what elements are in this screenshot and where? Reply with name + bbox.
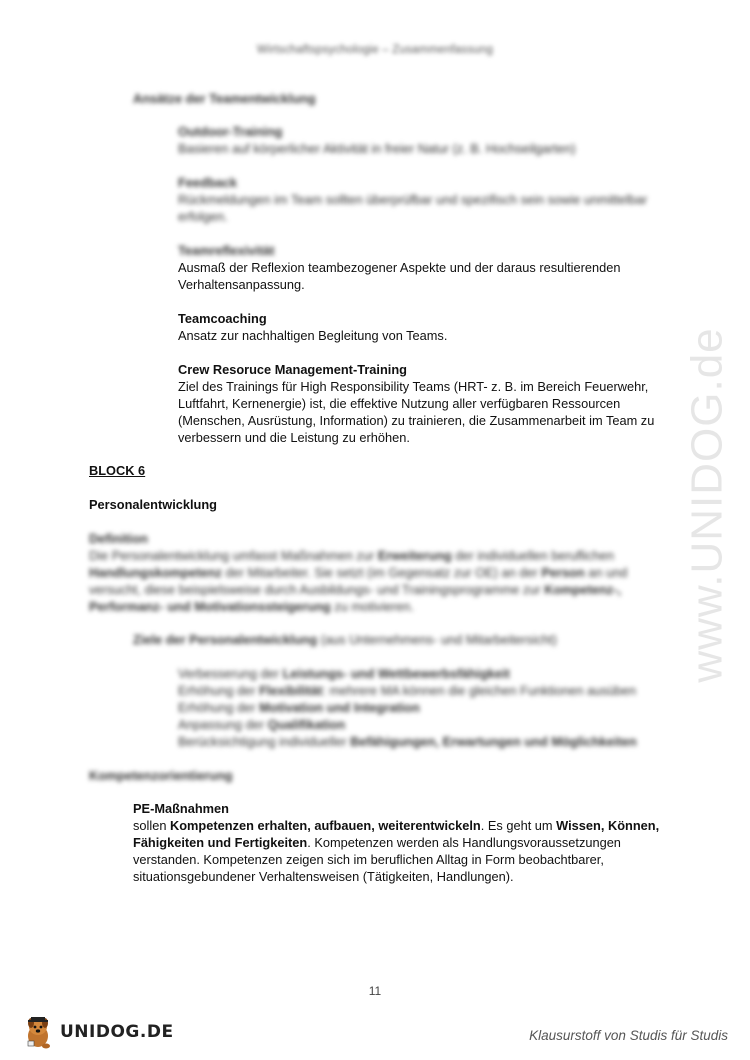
- footer-logo: [22, 1014, 174, 1050]
- footer-tagline: Klausurstoff von Studis für Studis: [529, 1028, 728, 1043]
- item-body-reflexivitaet-line1: Ausmaß der Reflexion teambezogener Aspekte und der daraus resultierenden: [178, 260, 621, 275]
- ziele-list-item: Berücksichtigung individueller Befähigungen, Erwartungen und Möglichkeiten: [178, 734, 637, 749]
- block-title: Personalentwicklung: [89, 497, 218, 512]
- logo-text: UNIDOG.DE: [60, 1022, 174, 1042]
- item-title-crew: Crew Resoruce Management-Training: [178, 362, 407, 377]
- ziele-heading: Ziele der Personalentwicklung (aus Unternehmens- und Mitarbeitersicht): [133, 632, 557, 647]
- item-body-feedback-line1: Rückmeldungen im Team sollten überprüfbar und spezifisch sein sowie unmittelbar: [178, 192, 648, 207]
- item-body-outdoor: Basieren auf körperlicher Aktivität in freier Natur (z. B. Hochseilgarten): [178, 141, 576, 156]
- item-body-crew-line1: Ziel des Trainings für High Responsibility Teams (HRT- z. B. im Bereich Feuerwehr,: [178, 379, 649, 394]
- item-title-outdoor: Outdoor-Training: [178, 124, 283, 139]
- ziele-list-item: Erhöhung der Flexibilität: mehrere MA können die gleichen Funktionen ausüben: [178, 683, 637, 698]
- page-header: Wirtschaftspsychologie – Zusammenfassung: [256, 44, 494, 56]
- pe-title: PE-Maßnahmen: [133, 801, 229, 816]
- pe-line3: verstanden. Kompetenzen zeigen sich im beruflichen Alltag in Form beobachtbarer,: [133, 852, 604, 867]
- page-number: 11: [368, 984, 382, 998]
- definition-heading: Definition: [89, 531, 148, 546]
- item-body-feedback-line2: erfolgen.: [178, 209, 228, 224]
- ziele-list-item: Erhöhung der Motivation und Integration: [178, 700, 420, 715]
- pe-line1: sollen Kompetenzen erhalten, aufbauen, weiterentwickeln. Es geht um Wissen, Können,: [133, 818, 660, 833]
- definition-line4: Performanz- und Motivationssteigerung zu motivieren.: [89, 599, 414, 614]
- item-body-coaching: Ansatz zur nachhaltigen Begleitung von Teams.: [178, 328, 448, 343]
- watermark: [682, 280, 732, 730]
- item-body-crew-line4: verbessern und die Leistung zu erhöhen.: [178, 430, 410, 445]
- dog-mascot-icon: [22, 1014, 56, 1050]
- definition-line2: Handlungskompetenz der Mitarbeiter. Sie setzt (im Gegensatz zur OE) an der Person an und: [89, 565, 628, 580]
- section-heading-teamentwicklung: Ansätze der Teamentwicklung: [133, 91, 316, 106]
- block-label: BLOCK 6: [89, 463, 146, 478]
- watermark-text: www.UNIDOG.de: [682, 327, 732, 683]
- ziele-list-item: Verbesserung der Leistungs- und Wettbewerbsfähigkeit: [178, 666, 510, 681]
- pe-line4: situationsgebundener Verhaltensweisen (Tätigkeiten, Handlungen).: [133, 869, 514, 884]
- item-body-crew-line2: Luftfahrt, Kernenergie) ist, die effektive Nutzung aller verfügbaren Ressourcen: [178, 396, 621, 411]
- pe-line2: Fähigkeiten und Fertigkeiten. Kompetenzen werden als Handlungsvoraussetzungen: [133, 835, 621, 850]
- kompetenz-heading: Kompetenzorientierung: [89, 768, 233, 783]
- item-title-reflexivitaet: Teamreflexivität: [178, 243, 275, 258]
- watermark-svg: [682, 280, 732, 730]
- item-body-reflexivitaet-line2: Verhaltensanpassung.: [178, 277, 305, 292]
- item-title-feedback: Feedback: [178, 175, 238, 190]
- definition-line3: versucht, diese beispielsweise durch Ausbildungs- und Trainingsprogramme zur Kompetenz-,: [89, 582, 622, 597]
- ziele-list-item: Anpassung der Qualifikation: [178, 717, 346, 732]
- item-title-coaching: Teamcoaching: [178, 311, 267, 326]
- item-body-crew-line3: (Menschen, Ausrüstung, Information) zu trainieren, die Zusammenarbeit im Team zu: [178, 413, 655, 428]
- definition-line1: Die Personalentwicklung umfasst Maßnahmen zur Erweiterung der individuellen beruflichen: [89, 548, 614, 563]
